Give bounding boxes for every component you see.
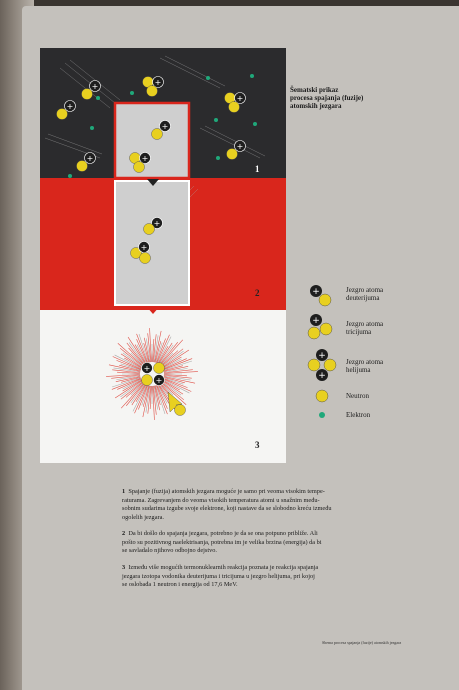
electron — [206, 76, 210, 80]
paragraph-line: sobnim sudarima izgube svoje elektrone, koji nastave da se slobodno kreću između — [122, 505, 332, 513]
paragraph-line: pošto su pozitivnog naelektrisanja, potrebna im je velika brzina (energija) da bi — [122, 538, 322, 546]
legend-label: Jezgro atoma — [346, 320, 384, 328]
legend-label: tricijuma — [346, 328, 372, 336]
electron — [216, 156, 220, 160]
caption-line: Šematski prikaz — [290, 86, 339, 94]
legend-label: Elektron — [346, 411, 371, 419]
legend-label: Jezgro atoma — [346, 286, 384, 294]
legend-item-tritium — [306, 312, 384, 344]
neutron — [57, 109, 68, 120]
plus-sign: + — [66, 102, 74, 111]
electron — [90, 126, 94, 130]
panel-number: 1 — [255, 164, 260, 174]
svg-text:+: + — [312, 316, 320, 326]
plus-sign: + — [143, 364, 151, 373]
paragraph-line: jezgara izotopa vodonika deuterijuma i tricijuma u jezgro helijuma, pri kojoj — [122, 572, 315, 580]
panel-number: 3 — [255, 440, 260, 450]
paragraph-line: Između više mogućih termonuklearnih reakcija poznata je reakcija spajanja — [128, 564, 319, 571]
paragraph-line: Da bi došlo do spajanja jezgara, potrebno je da se ona potpuno približe. Ali — [128, 530, 318, 537]
legend-label: helijuma — [346, 366, 371, 374]
electron — [250, 74, 254, 78]
paragraph-1 — [122, 488, 392, 522]
legend-label: Jezgro atoma — [346, 358, 384, 366]
neutron — [229, 102, 240, 113]
panel-number: 2 — [255, 288, 260, 298]
paragraph-2 — [122, 530, 392, 556]
plus-sign: + — [154, 78, 162, 87]
electron-icon — [306, 408, 336, 422]
plus-sign: + — [86, 154, 94, 163]
electron — [253, 122, 257, 126]
arrow-down-icon — [146, 306, 160, 314]
neutron — [142, 375, 153, 386]
plus-sign: + — [236, 94, 244, 103]
plus-sign: + — [91, 82, 99, 91]
legend-item-electron — [306, 408, 371, 422]
neutron-icon — [306, 388, 336, 404]
neutron — [175, 405, 186, 416]
neutron — [154, 363, 165, 374]
neutron — [152, 129, 163, 140]
tritium-nucleus-icon — [306, 312, 336, 344]
energy-ray — [131, 353, 144, 366]
svg-text:+: + — [318, 351, 326, 361]
neutron — [134, 162, 145, 173]
paragraph-line: Spajanje (fuzija) atomskih jezgara moguće je samo pri veoma visokim tempe- — [128, 488, 325, 495]
fusion-diagram-svg — [40, 48, 286, 463]
svg-text:+: + — [312, 287, 320, 297]
plus-sign: + — [155, 376, 163, 385]
legend-label: Neutron — [346, 392, 369, 400]
plus-sign: + — [153, 219, 161, 228]
motion-streak — [160, 56, 225, 88]
electron — [214, 118, 218, 122]
legend-label: deuterijuma — [346, 294, 380, 302]
paragraph-number: 1 — [122, 488, 126, 495]
plus-sign: + — [140, 243, 148, 252]
svg-text:+: + — [318, 371, 326, 381]
electron — [130, 91, 134, 95]
paragraph-line: se oslobađa 1 neutron i energija od 17,6 MeV. — [122, 581, 238, 589]
neutron — [147, 86, 158, 97]
legend-item-neutron — [306, 388, 369, 404]
plus-sign: + — [236, 142, 244, 151]
paragraph-line: raturama. Zagrevanjem do veoma visokih temperatura atomi u snažnim među- — [122, 496, 320, 504]
plus-sign: + — [141, 154, 149, 163]
caption-line: procesa spajanja (fuzije) — [290, 94, 364, 102]
deuterium-nucleus-icon — [306, 282, 336, 312]
fusion-diagram — [40, 48, 286, 463]
electron — [68, 174, 72, 178]
legend-item-deuterium — [306, 282, 384, 312]
paragraph-line: se savladalo njihovo odbojno dejstvo. — [122, 547, 217, 555]
neutron — [144, 224, 155, 235]
page-footer: Shema procesa spajanja (fuzije) atomskih jezgara — [322, 640, 402, 645]
caption-line: atomskih jezgara — [290, 102, 342, 110]
box-1 — [115, 103, 189, 178]
helium-nucleus-icon — [306, 348, 338, 384]
neutron — [82, 89, 93, 100]
legend-item-helium — [306, 348, 384, 384]
paragraph-line: ogolelih jezgara. — [122, 513, 164, 521]
paragraph-3 — [122, 564, 392, 590]
neutron — [140, 253, 151, 264]
paragraph-number: 2 — [122, 530, 126, 537]
neutron — [77, 161, 88, 172]
energy-ray — [131, 382, 144, 395]
box-2 — [115, 181, 189, 305]
figure-caption — [290, 86, 410, 110]
electron — [96, 96, 100, 100]
neutron — [227, 149, 238, 160]
paragraph-number: 3 — [122, 564, 126, 571]
plus-sign: + — [161, 122, 169, 131]
